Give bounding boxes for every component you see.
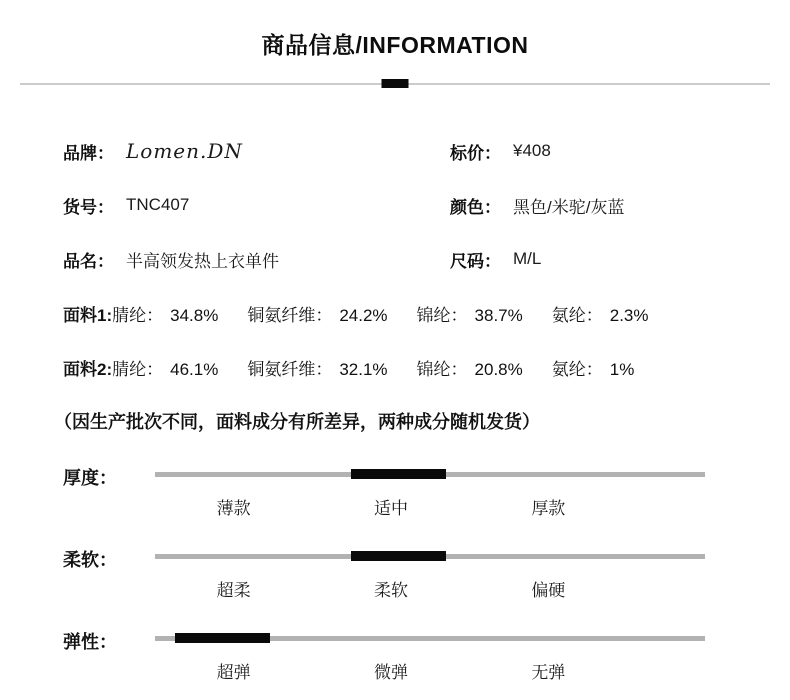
fabric-2-component <box>112 355 218 380</box>
brand-label: 品牌： <box>63 143 114 163</box>
divider-accent-bar <box>382 79 409 88</box>
fabric-2-component <box>417 355 523 380</box>
brand-value: Lomen.DN <box>126 139 243 163</box>
info-row-size <box>450 232 790 286</box>
component-value: 1% <box>609 359 635 379</box>
slider-elasticity <box>63 620 790 700</box>
component-value: 2.3% <box>609 305 649 325</box>
slider-option: 微弹 <box>373 663 408 682</box>
softness-marker <box>351 551 446 561</box>
info-row-color <box>450 178 790 232</box>
slider-option: 超弹 <box>216 663 251 682</box>
info-row-brand <box>63 124 450 178</box>
component-value: 34.8% <box>170 305 219 325</box>
slider-softness <box>63 538 790 620</box>
component-value: 32.1% <box>339 359 388 379</box>
color-label: 颜色： <box>450 197 501 217</box>
size-label: 尺码： <box>450 251 501 271</box>
price-label: 标价： <box>450 143 501 163</box>
slider-option: 厚款 <box>531 499 566 518</box>
fabric-2-label: 面料2: <box>63 359 113 379</box>
info-row-product-name <box>63 232 450 286</box>
elasticity-options <box>155 652 627 683</box>
size-value: M/L <box>513 249 542 268</box>
slider-option: 适中 <box>373 499 408 518</box>
title-divider <box>20 79 770 89</box>
thickness-marker <box>351 469 446 479</box>
fabric-2-component <box>247 355 387 380</box>
softness-options <box>155 570 627 601</box>
component-value: 46.1% <box>170 359 219 379</box>
product-name-label: 品名： <box>63 251 114 271</box>
component-name: 腈纶： <box>112 359 164 379</box>
thickness-options <box>155 488 627 519</box>
fabric-1-component <box>552 301 649 326</box>
softness-track <box>155 554 705 559</box>
product-info-section <box>0 124 790 700</box>
attribute-sliders <box>63 456 790 700</box>
fabric-1-component <box>247 301 387 326</box>
component-name: 锦纶： <box>416 359 468 379</box>
price-value: ¥408 <box>513 141 551 160</box>
item-no-label: 货号： <box>63 197 114 217</box>
component-name: 铜氨纤维： <box>247 305 333 325</box>
elasticity-marker <box>175 633 270 643</box>
slider-option: 薄款 <box>216 499 251 518</box>
product-name-value: 半高领发热上衣单件 <box>126 251 279 271</box>
header <box>0 0 790 60</box>
fabric-1-label: 面料1: <box>63 305 113 325</box>
component-value: 20.8% <box>474 359 523 379</box>
thickness-track <box>155 472 705 477</box>
color-value: 黑色/米驼/灰蓝 <box>513 197 625 217</box>
thickness-label: 厚度： <box>63 468 117 488</box>
slider-thickness <box>63 456 790 538</box>
slider-option: 无弹 <box>531 663 566 682</box>
fabric-2-component <box>552 355 635 380</box>
batch-variation-note: （因生产批次不同，面料成分有所差异，两种成分随机发货） <box>54 412 540 432</box>
component-name: 氨纶： <box>551 305 603 325</box>
fabric-1-component <box>112 301 218 326</box>
slider-option: 柔软 <box>373 581 408 600</box>
info-row-item-no <box>63 178 450 232</box>
component-name: 锦纶： <box>416 305 468 325</box>
slider-option: 偏硬 <box>531 581 566 600</box>
fabric-row-1 <box>63 286 790 340</box>
component-name: 氨纶： <box>551 359 603 379</box>
slider-option: 超柔 <box>216 581 251 600</box>
softness-label: 柔软： <box>63 550 117 570</box>
component-name: 腈纶： <box>112 305 164 325</box>
item-no-value: TNC407 <box>126 195 190 214</box>
elasticity-label: 弹性： <box>63 632 117 652</box>
component-value: 38.7% <box>474 305 523 325</box>
component-value: 24.2% <box>339 305 388 325</box>
info-row-price <box>450 124 790 178</box>
component-name: 铜氨纤维： <box>247 359 333 379</box>
page-title: 商品信息/INFORMATION <box>261 32 529 58</box>
info-grid <box>63 124 790 286</box>
fabric-1-component <box>417 301 523 326</box>
elasticity-track <box>155 636 705 641</box>
fabric-row-2 <box>63 340 790 394</box>
